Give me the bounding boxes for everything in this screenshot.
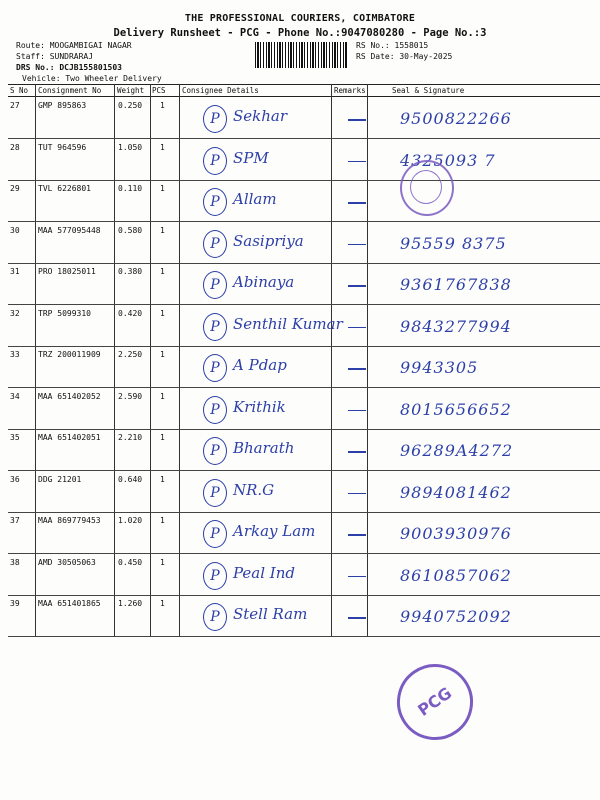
row-pcs: 1 (160, 433, 165, 442)
consignee-signature: Senthil Kumar (233, 314, 343, 333)
remarks-mark (348, 119, 366, 121)
delivered-mark: P (203, 354, 227, 382)
row-consignment-no: AMD 30505063 (38, 557, 96, 567)
delivered-mark: P (203, 105, 227, 133)
table-row (8, 346, 600, 388)
delivered-mark: P (203, 188, 227, 216)
row-sno: 37 (10, 516, 20, 525)
row-consignment-no: PRO 18025011 (38, 267, 96, 276)
row-sno: 39 (10, 599, 20, 608)
row-sno: 38 (10, 557, 20, 567)
row-weight: 0.450 (118, 557, 143, 567)
row-weight: 2.210 (118, 433, 143, 442)
row-pcs: 1 (160, 308, 165, 318)
receiver-phone-signature: 9843277994 (400, 316, 512, 336)
table-row (8, 305, 600, 347)
row-weight: 0.110 (118, 184, 143, 193)
remarks-mark (348, 493, 366, 495)
table-row (8, 512, 600, 554)
row-consignment-no: GMP 895863 (38, 101, 87, 110)
receiver-phone-signature: 8610857062 (400, 565, 512, 585)
receiver-phone-signature: 9500822266 (400, 109, 512, 128)
table-row (8, 554, 600, 596)
remarks-mark (348, 368, 366, 370)
table-row (8, 471, 600, 513)
consignee-signature: NR.G (233, 480, 275, 499)
row-pcs: 1 (160, 225, 165, 235)
table-row (8, 263, 600, 305)
consignee-signature: Allam (233, 190, 277, 208)
table-row (8, 595, 600, 637)
row-pcs: 1 (160, 267, 165, 276)
receiver-phone-signature: 4325093 7 (400, 150, 496, 170)
table-row (8, 97, 600, 139)
row-pcs: 1 (160, 184, 165, 193)
delivered-mark: P (203, 562, 227, 590)
drs-label: DRS No.: DCJB155801503 (16, 63, 122, 72)
row-weight: 1.020 (118, 516, 143, 525)
row-consignment-no: TRZ 200011909 (38, 350, 101, 359)
delivered-mark: P (203, 147, 227, 175)
row-sno: 36 (10, 474, 20, 484)
row-weight: 0.380 (118, 267, 143, 276)
rs-no-label: RS No.: 1558015 (356, 41, 429, 50)
row-pcs: 1 (160, 391, 165, 401)
row-sno: 27 (10, 101, 20, 110)
remarks-mark (348, 617, 366, 619)
receiver-phone-signature: 96289A4272 (400, 441, 514, 460)
row-sno: 32 (10, 308, 20, 318)
delivered-mark: P (203, 230, 227, 258)
row-weight: 0.640 (118, 474, 143, 484)
remarks-mark (348, 451, 366, 453)
row-pcs: 1 (160, 557, 165, 567)
delivered-mark: P (203, 396, 227, 424)
consignee-signature: A Pdap (233, 356, 287, 374)
row-sno: 29 (10, 184, 20, 193)
receiver-phone-signature: 9943305 (400, 358, 479, 377)
rs-date-label: RS Date: 30-May-2025 (356, 52, 453, 61)
company-seal-stamp (400, 160, 454, 216)
remarks-mark (348, 161, 366, 163)
remarks-mark (348, 327, 366, 329)
barcode (255, 42, 348, 68)
delivered-mark: P (203, 603, 227, 631)
row-consignment-no: MAA 651401865 (38, 599, 101, 608)
consignee-signature: Arkay Lam (233, 522, 316, 540)
table-row (8, 180, 600, 222)
delivered-mark: P (203, 520, 227, 548)
delivered-mark: P (203, 271, 227, 299)
table-row (8, 222, 600, 264)
consignee-signature: Bharath (233, 439, 295, 457)
row-consignment-no: MAA 869779453 (38, 516, 101, 525)
receiver-phone-signature: 9894081462 (400, 482, 512, 502)
col-pcs: PCS (152, 86, 166, 95)
row-consignment-no: TUT 964596 (38, 142, 87, 152)
delivered-mark: P (203, 437, 227, 465)
row-weight: 2.250 (118, 350, 143, 359)
row-weight: 0.580 (118, 225, 143, 235)
consignee-signature: Abinaya (233, 273, 295, 291)
delivered-mark: P (203, 313, 227, 341)
receiver-phone-signature: 9940752092 (400, 607, 512, 626)
row-sno: 28 (10, 142, 20, 152)
pcg-stamp: PCG (382, 649, 488, 755)
row-pcs: 1 (160, 599, 165, 608)
col-remarks: Remarks (334, 86, 366, 95)
consignee-signature: Krithik (233, 397, 286, 416)
remarks-mark (348, 202, 366, 204)
consignee-signature: Stell Ram (233, 605, 308, 623)
remarks-mark (348, 285, 366, 287)
col-consignee: Consignee Details (182, 86, 259, 95)
row-pcs: 1 (160, 101, 165, 110)
row-sno: 35 (10, 433, 20, 442)
row-pcs: 1 (160, 474, 165, 484)
row-weight: 1.050 (118, 142, 143, 152)
vehicle-label: Vehicle: Two Wheeler Delivery (22, 74, 162, 83)
row-sno: 33 (10, 350, 20, 359)
table-row (8, 388, 600, 430)
row-weight: 1.260 (118, 599, 143, 608)
row-weight: 2.590 (118, 391, 143, 401)
row-pcs: 1 (160, 142, 165, 152)
remarks-mark (348, 534, 366, 536)
receiver-phone-signature: 8015656652 (400, 399, 512, 419)
route-label: Route: MOOGAMBIGAI NAGAR (16, 41, 132, 50)
row-consignment-no: MAA 651402051 (38, 433, 101, 442)
row-consignment-no: MAA 577095448 (38, 225, 101, 235)
remarks-mark (348, 410, 366, 412)
row-weight: 0.420 (118, 308, 143, 318)
consignee-signature: Peal Ind (233, 563, 295, 582)
receiver-phone-signature: 9003930976 (400, 524, 512, 543)
delivered-mark: P (203, 479, 227, 507)
remarks-mark (348, 244, 366, 246)
row-consignment-no: TRP 5099310 (38, 308, 91, 318)
row-consignment-no: MAA 651402052 (38, 391, 101, 401)
consignee-signature: Sekhar (233, 107, 288, 125)
runsheet-subtitle: Delivery Runsheet - PCG - Phone No.:9047080280 - Page No.:3 (113, 27, 487, 39)
receiver-phone-signature: 9361767838 (400, 275, 512, 294)
row-weight: 0.250 (118, 101, 143, 110)
table-row (8, 139, 600, 181)
consignee-signature: Sasipriya (233, 231, 304, 250)
consignee-signature: SPM (233, 148, 269, 167)
receiver-phone-signature: 95559 8375 (400, 233, 507, 253)
table-top-rule (8, 84, 600, 85)
col-sno: S No (10, 86, 29, 95)
col-weight: Weight (117, 86, 145, 95)
row-pcs: 1 (160, 350, 165, 359)
row-sno: 30 (10, 225, 20, 235)
table-row (8, 429, 600, 471)
remarks-mark (348, 576, 366, 578)
row-sno: 34 (10, 391, 20, 401)
row-pcs: 1 (160, 516, 165, 525)
col-consignment: Consignment No (38, 86, 102, 95)
row-sno: 31 (10, 267, 20, 276)
col-seal: Seal & Signature (392, 86, 465, 95)
row-consignment-no: TVL 6226801 (38, 184, 91, 193)
staff-label: Staff: SUNDRARAJ (16, 52, 94, 61)
row-consignment-no: DDG 21201 (38, 474, 82, 484)
company-title: THE PROFESSIONAL COURIERS, COIMBATORE (184, 13, 416, 24)
